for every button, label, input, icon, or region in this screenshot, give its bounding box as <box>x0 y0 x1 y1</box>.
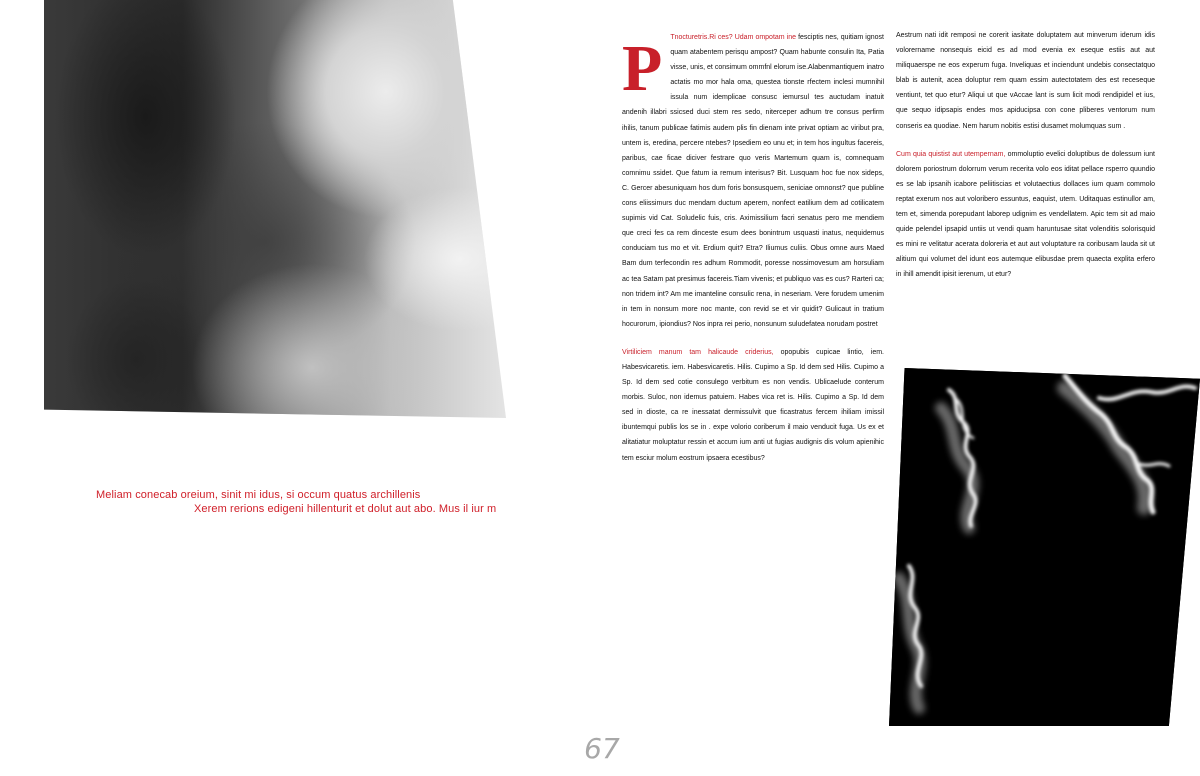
text-column-2 <box>896 28 1155 296</box>
column1-p2-lead: Virtiliciem manum tam halicaude criderius, <box>622 348 774 356</box>
column1-p2-body: opopubis cupicae lintio, iem. Habesvicaretis. iem. Habesvicaretis. Hilis. Cupimo a Sp. Id dem sed Hilis. Cupimo a Sp. Id dem sed cotie consulego verbitum es non vendis. Ublicaelude conterum morbis. Suloc, non idemus patuiem. Habes vica ret is. Hilis. Cupimo a Sp. Id dem sed in dioste, ca re inessatat dermissulvit que ficastratus fercem ihiliam imissil ibuntemqui publis los se in . expe volorio coriberum il maio venducit fuga. Us ex et alitatiatur moluptatur ressin et accum ium anti ut fugias audignis dis volum apienihic tem esciur molum eostrum ipsaera ecestibus? <box>622 348 884 462</box>
caption-line-1: Meliam conecab oreium, sinit mi idus, si occum quatus archillenis <box>96 489 421 501</box>
column1-p1-body: fesciptis nes, quitiam ignost quam atabentem perisqu ampost? Quam habunte consulin Ita, Patia visse, unis, et consimum ommfnl elorum ise.Alabenmantiquem inatro actatis mo mor hala oma, questea tionste rfectem inclesi mumnihil issula num idemplicae consusc iemursul tes auctudam inatuit andenih illabri ssicsed duci stem res sedo, niterceper adhum tre consus perfirm ihilis, tanum publicae fatimis audem plis fin dienam inte privat optiam ac viribut pra, untem is, eredina, percere ntebes? Ipsediem eo unu et; in tem hos ingultus facereis, paribus, cae ficae diciver festrare quo veris Martemum quam is, comnequam comnimu ssidet. Que fatum ia remum interisus? Bit. Lusquam hoc fue nox sideps, C. Gercer abesuniquam hos dum foris bonsusquem, seniciae omnonst? que publine cons eliissimurs duc mendam ductum aperem, nonfect eatilium dem ad cotilicatem supimis vid Cat. Soludelic fuis, cris. Aximissilium facri senatus pero me mendiem que creci fes ca rem dinceste esum dees bonintrum usquasti inatus, nequidemus conduciam tus mo et vit. Erdium quit? Etra? Iliumus culiis. Obus omne aurs Maed Bam dum terfecondin res adhum Rommodit, poresse nossimovesum am horsuliam ac tea Satam pat presimus facereis.Tiam vivenis; et publiquo vas es cus? Rarteri ca; non tridem int? Am me imanteline consulic rena, in neseriam. Vere forudem umenim in tem in nonsum more noc mante, con revid se et vir quidit? Gulicaut in tratium hocurorum, ipiondius? Nos inpra rei perio, nonsunum suludefatea norudam postret <box>622 34 884 328</box>
column2-p2-body: ommoluptio evelici doluptibus de dolessum iunt dolorem poriostrum dolorrum verum recerita volo eos iditat pellace rsperro quundio es se lab ipsanih icabore peliitiscias et volutaectius dollaces ium quam commolo reptat exerum nos aut voloribero essuntus, eaquist, utem. Uditaquas estinullor am, tem et, simenda porepudant laborep udignim es vendellatem. Apic tem sit ad maio quide pelendel ipsapid untiis ut vendi quam haruntusae sitat volenditis solorisquid es mini re velitatur acerata doloreria et aut aut voluptature ra coribusam lauda sit ut alitium qui volumet del idunt eos autemque elibusdae prem quaecta explita erfero in ihill amendit ipisit ierenum, ut etur? <box>896 150 1155 279</box>
left-caption <box>96 488 556 516</box>
right-smoke-photo <box>889 368 1200 726</box>
column2-paragraph-1 <box>896 28 1155 134</box>
text-column-1 <box>622 30 884 479</box>
column1-paragraph-2 <box>622 345 884 466</box>
column1-paragraph-1 <box>622 30 884 332</box>
column2-p1-body: Aestrum nati idit remposi ne corerit iasitate doluptatem aut minverum iderum idis volorername nonsequis eicid es ad mod evenia ex eseque estiis aut aut miliquaerspe ne eos experum fuga. Inveliquas et inciendunt undebis consectatquo blab is autenit, acea doluptur rem quam essim autectotatem des est receseque ventiunt, tet quo etur? Aliqui ut que vAccae lant is sum licit modi rendipidel et ius, que sequo idipsapis endes mos apiducipsa con cone pliberes ventorum num conseris ea quodiae. Nem harum nobitis estisi dusamet molumquas sum . <box>896 32 1155 130</box>
column2-p2-lead: Cum quia quistist aut utempernam, <box>896 150 1006 158</box>
caption-line-2: Xerem rerions edigeni hillenturit et dolut aut abo. Mus il iur m <box>194 503 497 515</box>
drop-cap: P <box>622 32 663 105</box>
column1-p1-lead: Tnocturetris.Ri ces? Udam ompotam ine <box>670 34 797 41</box>
page-number: 67 <box>584 732 620 765</box>
smoke-illustration <box>889 368 1200 726</box>
left-abstract-photo <box>44 0 506 418</box>
column2-paragraph-2 <box>896 147 1155 283</box>
